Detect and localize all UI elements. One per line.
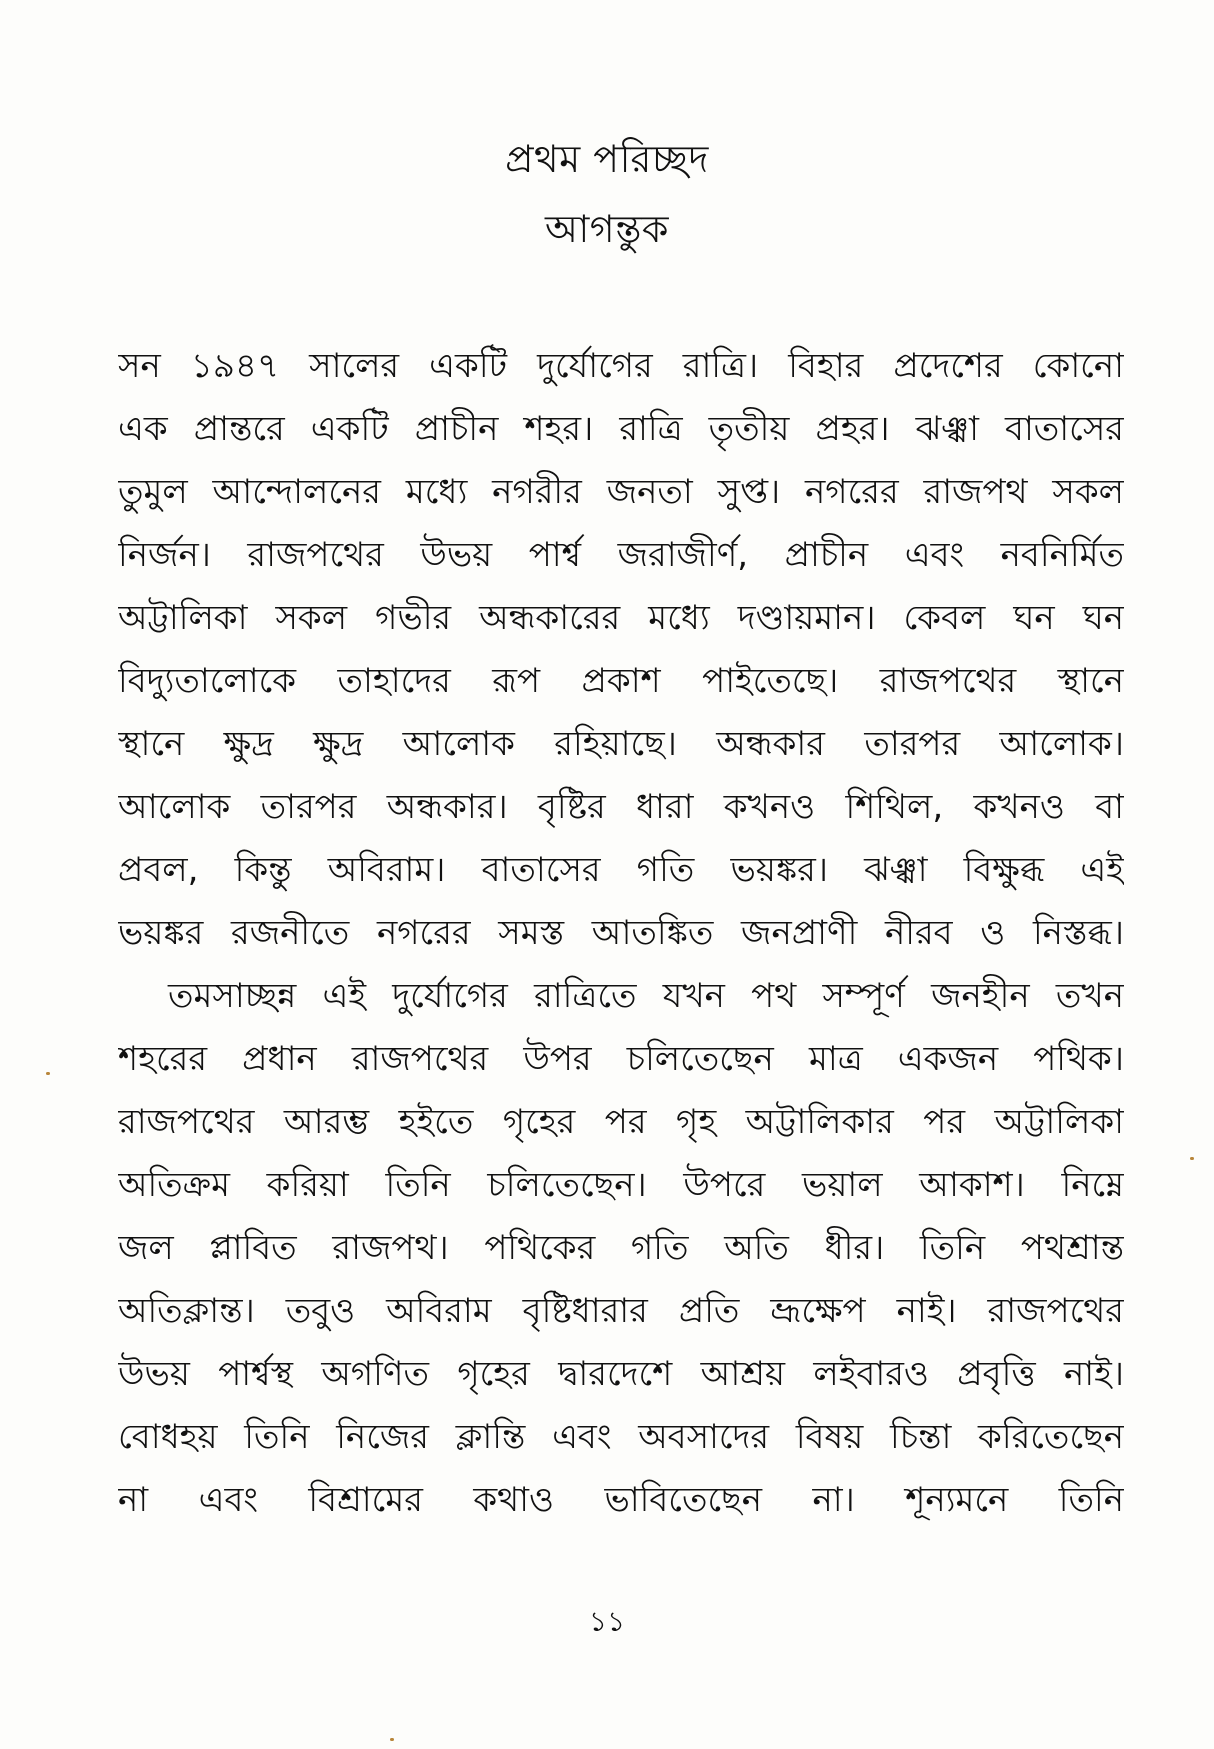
text-line: তুমুল আন্দোলনের মধ্যে নগরীর জনতা সুপ্ত। নগরের রাজপথ সকল	[118, 472, 1124, 512]
paper-speck	[46, 1072, 50, 1075]
text-line: সন ১৯৪৭ সালের একটি দুর্যোগের রাত্রি। বিহার প্রদেশের কোনো	[118, 346, 1124, 386]
paper-speck	[390, 1738, 394, 1741]
text-line: অট্টালিকা সকল গভীর অন্ধকারের মধ্যে দণ্ডায়মান। কেবল ঘন ঘন	[118, 598, 1124, 638]
page-number: ১১	[588, 1605, 626, 1638]
text-line: প্রবল, কিন্তু অবিরাম। বাতাসের গতি ভয়ঙ্কর। ঝঞ্ঝা বিক্ষুব্ধ এই	[118, 850, 1124, 890]
text-line: ভয়ঙ্কর রজনীতে নগরের সমস্ত আতঙ্কিত জনপ্রাণী নীরব ও নিস্তব্ধ।	[118, 913, 1124, 953]
text-line: বোধহয় তিনি নিজের ক্লান্তি এবং অবসাদের বিষয় চিন্তা করিতেছেন	[118, 1417, 1124, 1457]
text-line: শহরের প্রধান রাজপথের উপর চলিতেছেন মাত্র একজন পথিক।	[118, 1039, 1124, 1079]
text-line: রাজপথের আরম্ভ হইতে গৃহের পর গৃহ অট্টালিকার পর অট্টালিকা	[118, 1102, 1124, 1142]
body-text	[118, 335, 1124, 1532]
text-line: এক প্রান্তরে একটি প্রাচীন শহর। রাত্রি তৃতীয় প্রহর। ঝঞ্ঝা বাতাসের	[118, 409, 1124, 449]
text-line: জল প্লাবিত রাজপথ। পথিকের গতি অতি ধীর। তিনি পথশ্রান্ত	[118, 1228, 1124, 1268]
text-line: অতিক্লান্ত। তবুও অবিরাম বৃষ্টিধারার প্রতি ভ্রূক্ষেপ নাই। রাজপথের	[118, 1291, 1124, 1331]
text-line: উভয় পার্শ্বস্থ অগণিত গৃহের দ্বারদেশে আশ্রয় লইবারও প্রবৃত্তি নাই।	[118, 1354, 1124, 1394]
paper-speck	[1190, 1157, 1194, 1160]
chapter-title: আগন্তুক	[544, 207, 669, 251]
text-line: নির্জন। রাজপথের উভয় পার্শ্ব জরাজীর্ণ, প্রাচীন এবং নবনির্মিত	[118, 535, 1124, 575]
text-line: স্থানে ক্ষুদ্র ক্ষুদ্র আলোক রহিয়াছে। অন্ধকার তারপর আলোক।	[118, 724, 1124, 764]
text-line: অতিক্রম করিয়া তিনি চলিতেছেন। উপরে ভয়াল আকাশ। নিম্নে	[118, 1165, 1124, 1205]
text-line: বিদ্যুতালোকে তাহাদের রূপ প্রকাশ পাইতেছে। রাজপথের স্থানে	[118, 661, 1124, 701]
text-line: আলোক তারপর অন্ধকার। বৃষ্টির ধারা কখনও শিথিল, কখনও বা	[118, 787, 1124, 827]
text-line: না এবং বিশ্রামের কথাও ভাবিতেছেন না। শূন্যমনে তিনি	[118, 1480, 1124, 1520]
chapter-number: প্রথম পরিচ্ছদ	[505, 137, 709, 181]
text-line: তমসাচ্ছন্ন এই দুর্যোগের রাত্রিতে যখন পথ সম্পূর্ণ জনহীন তখন	[168, 976, 1124, 1016]
